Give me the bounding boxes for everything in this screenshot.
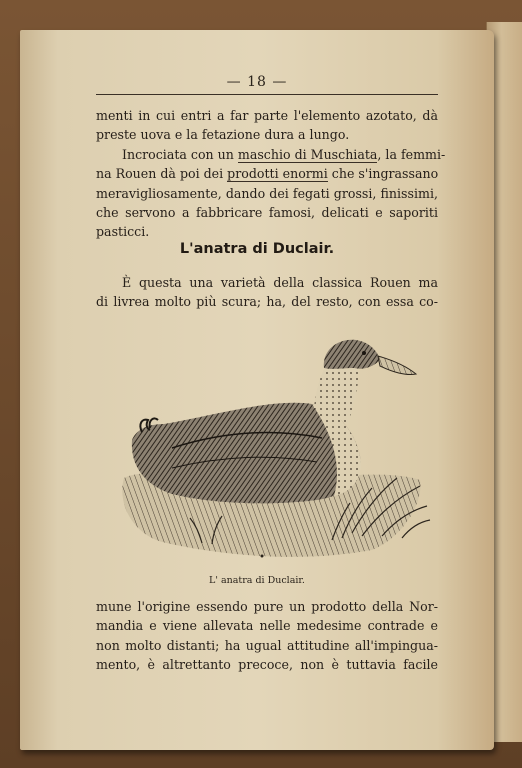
header-rule [96,94,438,95]
text-line: meravigliosamente, dando dei fegati grossi, finissimi, [96,185,438,201]
text-line [96,145,446,164]
text-line [96,164,438,183]
text-line: che servono a fabbricare famosi, delicati e saporiti [96,205,438,221]
book-page [20,30,494,750]
text-span: na Rouen dà poi dei [96,166,228,182]
text-line: preste uova e la fetazione dura a lungo. [96,127,350,143]
text-span: , la femmi- [377,146,446,162]
text-line: pasticci. [96,224,150,240]
text-line: di livrea molto più scura; ha, del resto, con essa co- [96,294,438,310]
text-line: mento, è altrettanto precoce, non è tuttavia facile [96,657,438,673]
text-span: che s'ingrassano [327,166,439,182]
text-block-top [96,106,446,242]
text-line: È questa una varietà della classica Rouen ma [122,275,438,290]
duck-engraving-icon [102,328,432,558]
section-heading: L'anatra di Duclair. [179,241,335,257]
text-line: mandia e viene allevata nelle medesime contrade e [96,618,438,634]
text-line: mune l'origine essendo pure un prodotto della Nor- [96,599,438,614]
underlined-text: maschio di Muschiata [237,146,378,162]
underlined-text: prodotti enormi [227,166,328,182]
text-line: non molto distanti; ha ugual attitudine all'impingua- [96,637,438,653]
text-line: menti in cui entri a far parte l'elemento azotato, dà [96,108,438,123]
text-span: Incrociata con un [122,146,238,162]
figure-caption: L' anatra di Duclair. [209,575,305,586]
page-number: — 18 — [226,74,288,90]
text-block-bottom [96,597,438,675]
text-block-intro [96,273,438,312]
